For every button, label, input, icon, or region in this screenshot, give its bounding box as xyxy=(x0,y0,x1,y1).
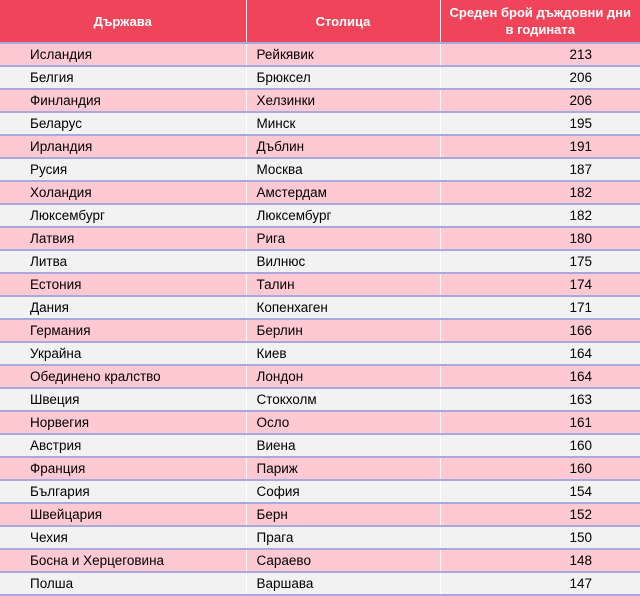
capital-cell: Стокхолм xyxy=(246,388,440,411)
days-cell: 166 xyxy=(440,319,640,342)
days-cell: 213 xyxy=(440,43,640,66)
capital-cell: Брюксел xyxy=(246,66,440,89)
days-cell: 206 xyxy=(440,66,640,89)
country-cell: Ирландия xyxy=(0,135,246,158)
table-row xyxy=(0,227,640,250)
country-cell: Латвия xyxy=(0,227,246,250)
country-cell: Холандия xyxy=(0,181,246,204)
country-cell: Исландия xyxy=(0,43,246,66)
capital-cell: Прага xyxy=(246,526,440,549)
header-capital: Столица xyxy=(246,0,440,43)
table-row xyxy=(0,365,640,388)
country-cell: България xyxy=(0,480,246,503)
table-row xyxy=(0,411,640,434)
days-cell: 150 xyxy=(440,526,640,549)
days-cell: 195 xyxy=(440,112,640,135)
capital-cell: Виена xyxy=(246,434,440,457)
table-row xyxy=(0,135,640,158)
table-row xyxy=(0,204,640,227)
capital-cell: София xyxy=(246,480,440,503)
table-row xyxy=(0,388,640,411)
country-cell: Швеция xyxy=(0,388,246,411)
capital-cell: Хелзинки xyxy=(246,89,440,112)
table-row xyxy=(0,457,640,480)
country-cell: Украйна xyxy=(0,342,246,365)
capital-cell: Люксембург xyxy=(246,204,440,227)
days-cell: 182 xyxy=(440,204,640,227)
capital-cell: Талин xyxy=(246,273,440,296)
capital-cell: Копенхаген xyxy=(246,296,440,319)
header-row xyxy=(0,0,640,43)
country-cell: Дания xyxy=(0,296,246,319)
days-cell: 171 xyxy=(440,296,640,319)
header-days: Среден брой дъждовни дни в годината xyxy=(440,0,640,43)
capital-cell: Берн xyxy=(246,503,440,526)
table-row xyxy=(0,572,640,595)
country-cell: Белгия xyxy=(0,66,246,89)
capital-cell: Москва xyxy=(246,158,440,181)
capital-cell: Рейкявик xyxy=(246,43,440,66)
days-cell: 180 xyxy=(440,227,640,250)
table-row xyxy=(0,480,640,503)
capital-cell: Киев xyxy=(246,342,440,365)
table-row xyxy=(0,66,640,89)
days-cell: 175 xyxy=(440,250,640,273)
table-row xyxy=(0,112,640,135)
days-cell: 154 xyxy=(440,480,640,503)
table-header xyxy=(0,0,640,43)
country-cell: Литва xyxy=(0,250,246,273)
table-row xyxy=(0,549,640,572)
table-row xyxy=(0,89,640,112)
country-cell: Люксембург xyxy=(0,204,246,227)
table-row xyxy=(0,273,640,296)
table-row xyxy=(0,434,640,457)
days-cell: 152 xyxy=(440,503,640,526)
table-row xyxy=(0,296,640,319)
country-cell: Босна и Херцеговина xyxy=(0,549,246,572)
table-row xyxy=(0,319,640,342)
capital-cell: Сараево xyxy=(246,549,440,572)
capital-cell: Дъблин xyxy=(246,135,440,158)
days-cell: 191 xyxy=(440,135,640,158)
country-cell: Чехия xyxy=(0,526,246,549)
country-cell: Естония xyxy=(0,273,246,296)
days-cell: 160 xyxy=(440,457,640,480)
table-row xyxy=(0,250,640,273)
country-cell: Русия xyxy=(0,158,246,181)
days-cell: 164 xyxy=(440,342,640,365)
table-row xyxy=(0,342,640,365)
capital-cell: Париж xyxy=(246,457,440,480)
days-cell: 164 xyxy=(440,365,640,388)
country-cell: Норвегия xyxy=(0,411,246,434)
days-cell: 160 xyxy=(440,434,640,457)
days-cell: 163 xyxy=(440,388,640,411)
country-cell: Полша xyxy=(0,572,246,595)
table-row xyxy=(0,526,640,549)
capital-cell: Амстердам xyxy=(246,181,440,204)
capital-cell: Вилнюс xyxy=(246,250,440,273)
country-cell: Обединено кралство xyxy=(0,365,246,388)
table-body xyxy=(0,43,640,595)
capital-cell: Осло xyxy=(246,411,440,434)
table-row xyxy=(0,43,640,66)
capital-cell: Берлин xyxy=(246,319,440,342)
table-row xyxy=(0,503,640,526)
country-cell: Австрия xyxy=(0,434,246,457)
days-cell: 187 xyxy=(440,158,640,181)
country-cell: Швейцария xyxy=(0,503,246,526)
days-cell: 206 xyxy=(440,89,640,112)
country-cell: Беларус xyxy=(0,112,246,135)
days-cell: 161 xyxy=(440,411,640,434)
capital-cell: Минск xyxy=(246,112,440,135)
country-cell: Франция xyxy=(0,457,246,480)
days-cell: 174 xyxy=(440,273,640,296)
table-row xyxy=(0,181,640,204)
days-cell: 182 xyxy=(440,181,640,204)
days-cell: 147 xyxy=(440,572,640,595)
country-cell: Германия xyxy=(0,319,246,342)
country-cell: Финландия xyxy=(0,89,246,112)
table-row xyxy=(0,158,640,181)
capital-cell: Лондон xyxy=(246,365,440,388)
capital-cell: Рига xyxy=(246,227,440,250)
capital-cell: Варшава xyxy=(246,572,440,595)
header-country: Държава xyxy=(0,0,246,43)
days-cell: 148 xyxy=(440,549,640,572)
